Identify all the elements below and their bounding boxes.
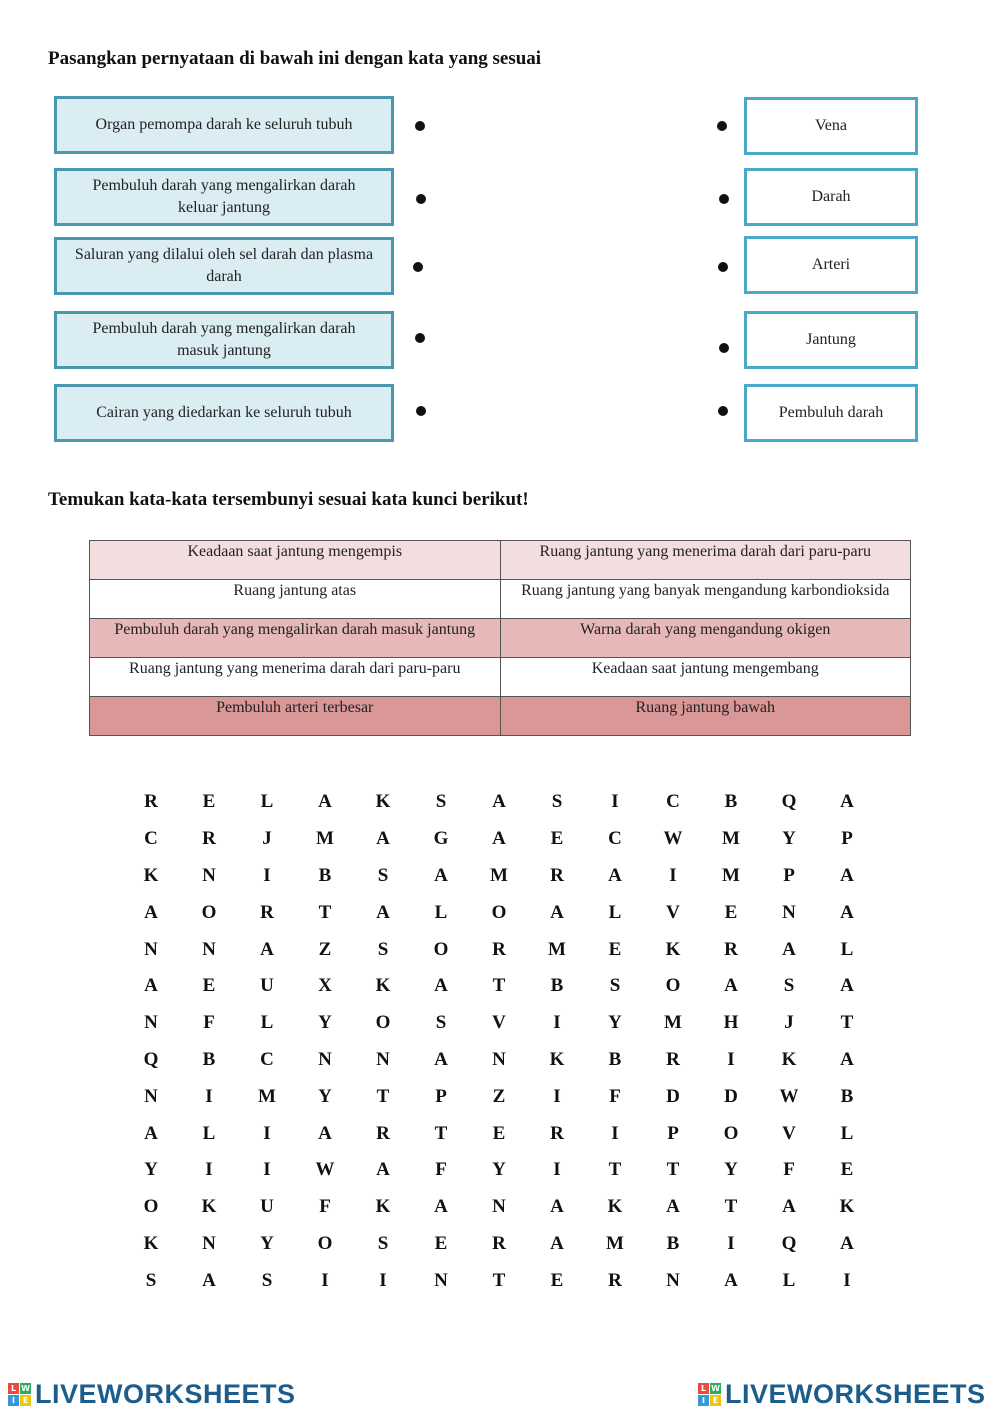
grid-letter[interactable]: I bbox=[263, 1122, 271, 1144]
statement-text: Cairan yang diedarkan ke seluruh tubuh bbox=[96, 404, 352, 421]
statement-text: Pembuluh darah yang mengalirkan darah keluar jantung bbox=[92, 177, 356, 216]
grid-letter[interactable]: C bbox=[144, 828, 158, 850]
grid-letter[interactable]: D bbox=[666, 1085, 680, 1107]
clue-cell: Ruang jantung yang banyak mengandung karbondioksida bbox=[500, 580, 911, 619]
grid-letter[interactable]: A bbox=[318, 791, 332, 813]
grid-letter[interactable]: A bbox=[550, 901, 564, 923]
grid-letter[interactable]: A bbox=[492, 791, 506, 813]
grid-letter[interactable]: A bbox=[434, 1048, 448, 1070]
grid-letter[interactable]: A bbox=[840, 1048, 854, 1070]
right-connector-dot[interactable] bbox=[718, 406, 728, 416]
clue-row bbox=[90, 541, 911, 580]
grid-letter[interactable]: I bbox=[205, 1159, 213, 1181]
grid-letter[interactable]: B bbox=[550, 975, 564, 997]
liveworksheets-logo bbox=[698, 1378, 986, 1410]
grid-letter[interactable]: K bbox=[143, 864, 159, 886]
grid-letter[interactable]: N bbox=[144, 938, 158, 960]
grid-letter[interactable]: O bbox=[201, 901, 217, 923]
grid-letter[interactable]: E bbox=[840, 1159, 854, 1181]
grid-letter[interactable]: L bbox=[840, 938, 854, 960]
grid-letter[interactable]: X bbox=[318, 975, 332, 997]
grid-letter[interactable]: I bbox=[669, 864, 677, 886]
grid-letter[interactable]: A bbox=[840, 901, 854, 923]
grid-letter[interactable]: R bbox=[376, 1122, 390, 1144]
grid-letter[interactable]: R bbox=[202, 828, 216, 850]
grid-letter[interactable]: F bbox=[783, 1159, 795, 1181]
grid-letter[interactable]: P bbox=[667, 1122, 679, 1144]
grid-letter[interactable]: G bbox=[433, 828, 449, 850]
grid-letter[interactable]: N bbox=[492, 1196, 506, 1218]
grid-letter[interactable]: T bbox=[666, 1159, 680, 1181]
grid-letter[interactable]: Y bbox=[782, 828, 796, 850]
grid-letter[interactable]: E bbox=[724, 901, 738, 923]
grid-letter[interactable]: Y bbox=[318, 1012, 332, 1034]
grid-letter[interactable]: V bbox=[782, 1122, 796, 1144]
grid-letter[interactable]: E bbox=[492, 1122, 506, 1144]
grid-letter[interactable]: H bbox=[723, 1012, 739, 1034]
grid-letter[interactable]: E bbox=[202, 975, 216, 997]
statement-box[interactable] bbox=[54, 96, 394, 154]
grid-letter[interactable]: A bbox=[376, 901, 390, 923]
grid-letter[interactable]: Q bbox=[781, 1232, 797, 1254]
grid-letter[interactable]: I bbox=[611, 791, 619, 813]
grid-letter[interactable]: T bbox=[434, 1122, 448, 1144]
grid-letter[interactable]: T bbox=[492, 975, 506, 997]
grid-letter[interactable]: T bbox=[608, 1159, 622, 1181]
grid-letter[interactable]: N bbox=[202, 864, 216, 886]
grid-letter[interactable]: N bbox=[144, 1012, 158, 1034]
grid-letter[interactable]: K bbox=[143, 1232, 159, 1254]
grid-letter[interactable]: K bbox=[781, 1048, 797, 1070]
logo-mark-icon: L W I E bbox=[698, 1383, 721, 1406]
grid-letter[interactable]: I bbox=[321, 1269, 329, 1291]
right-connector-dot[interactable] bbox=[719, 343, 729, 353]
left-connector-dot[interactable] bbox=[415, 121, 425, 131]
grid-letter[interactable]: V bbox=[492, 1012, 506, 1034]
right-connector-dot[interactable] bbox=[718, 262, 728, 272]
grid-letter[interactable]: C bbox=[608, 828, 622, 850]
grid-letter[interactable]: E bbox=[608, 938, 622, 960]
statement-box[interactable] bbox=[54, 237, 394, 295]
grid-letter[interactable]: O bbox=[143, 1196, 159, 1218]
word-search-grid bbox=[122, 784, 876, 1299]
grid-letter[interactable]: N bbox=[376, 1048, 390, 1070]
grid-letter[interactable]: Z bbox=[492, 1085, 506, 1107]
grid-letter[interactable]: O bbox=[723, 1122, 739, 1144]
grid-letter[interactable]: F bbox=[435, 1159, 447, 1181]
wordsearch-heading: Temukan kata-kata tersembunyi sesuai kata kunci berikut! bbox=[48, 489, 529, 510]
grid-letter[interactable]: N bbox=[144, 1085, 158, 1107]
grid-letter[interactable]: C bbox=[260, 1048, 274, 1070]
grid-letter[interactable]: M bbox=[258, 1085, 276, 1107]
grid-letter[interactable]: N bbox=[666, 1269, 680, 1291]
liveworksheets-logo bbox=[8, 1378, 296, 1410]
grid-letter[interactable]: P bbox=[841, 828, 853, 850]
clue-cell: Pembuluh arteri terbesar bbox=[90, 697, 501, 736]
grid-letter[interactable]: C bbox=[666, 791, 680, 813]
grid-letter[interactable]: P bbox=[435, 1085, 447, 1107]
grid-letter[interactable]: I bbox=[843, 1269, 851, 1291]
grid-letter[interactable]: M bbox=[548, 938, 566, 960]
grid-letter[interactable]: A bbox=[434, 864, 448, 886]
grid-letter[interactable]: K bbox=[839, 1196, 855, 1218]
statement-text: Saluran yang dilalui oleh sel darah dan plasma darah bbox=[74, 246, 374, 285]
grid-letter[interactable]: O bbox=[491, 901, 507, 923]
grid-letter[interactable]: T bbox=[318, 901, 332, 923]
grid-letter[interactable]: I bbox=[263, 1159, 271, 1181]
grid-letter[interactable]: L bbox=[260, 1012, 274, 1034]
grid-letter[interactable]: A bbox=[376, 1159, 390, 1181]
grid-letter[interactable]: Q bbox=[781, 791, 797, 813]
right-connector-dot[interactable] bbox=[719, 194, 729, 204]
grid-letter[interactable]: S bbox=[377, 938, 389, 960]
answer-text: Arteri bbox=[811, 256, 851, 273]
grid-letter[interactable]: A bbox=[782, 1196, 796, 1218]
grid-letter[interactable]: T bbox=[724, 1196, 738, 1218]
grid-letter[interactable]: R bbox=[666, 1048, 680, 1070]
grid-letter[interactable]: D bbox=[724, 1085, 738, 1107]
grid-letter[interactable]: B bbox=[318, 864, 332, 886]
grid-letter[interactable]: S bbox=[783, 975, 795, 997]
left-connector-dot[interactable] bbox=[416, 194, 426, 204]
grid-letter[interactable]: L bbox=[840, 1122, 854, 1144]
statement-box[interactable] bbox=[54, 168, 394, 226]
answer-box[interactable] bbox=[744, 311, 918, 369]
grid-letter[interactable]: W bbox=[779, 1085, 799, 1107]
grid-letter[interactable]: E bbox=[550, 828, 564, 850]
grid-letter[interactable]: A bbox=[144, 1122, 158, 1144]
clue-cell: Keadaan saat jantung mengempis bbox=[90, 541, 501, 580]
grid-letter[interactable]: R bbox=[492, 938, 506, 960]
grid-letter[interactable]: B bbox=[840, 1085, 854, 1107]
statement-box[interactable] bbox=[54, 311, 394, 369]
statement-text: Pembuluh darah yang mengalirkan darah masuk jantung bbox=[92, 320, 356, 359]
grid-letter[interactable]: I bbox=[727, 1232, 735, 1254]
grid-letter[interactable]: M bbox=[316, 828, 334, 850]
grid-letter[interactable]: V bbox=[666, 901, 680, 923]
answer-text: Jantung bbox=[806, 331, 856, 348]
grid-letter[interactable]: K bbox=[201, 1196, 217, 1218]
clue-cell: Ruang jantung atas bbox=[90, 580, 501, 619]
grid-letter[interactable]: S bbox=[435, 791, 447, 813]
grid-letter[interactable]: K bbox=[607, 1196, 623, 1218]
grid-letter[interactable]: L bbox=[434, 901, 448, 923]
grid-letter[interactable]: A bbox=[144, 901, 158, 923]
grid-letter[interactable]: A bbox=[434, 1196, 448, 1218]
grid-letter[interactable]: Z bbox=[318, 938, 332, 960]
grid-letter[interactable]: S bbox=[551, 791, 563, 813]
grid-letter[interactable]: F bbox=[319, 1196, 331, 1218]
clue-cell: Ruang jantung yang menerima darah dari paru-paru bbox=[500, 541, 911, 580]
grid-letter[interactable]: N bbox=[434, 1269, 448, 1291]
grid-letter[interactable]: R bbox=[144, 791, 158, 813]
left-connector-dot[interactable] bbox=[413, 262, 423, 272]
grid-letter[interactable]: A bbox=[492, 828, 506, 850]
grid-letter[interactable]: S bbox=[261, 1269, 273, 1291]
grid-letter[interactable]: I bbox=[205, 1085, 213, 1107]
clue-row bbox=[90, 697, 911, 736]
grid-letter[interactable]: B bbox=[202, 1048, 216, 1070]
grid-letter[interactable]: W bbox=[663, 828, 683, 850]
grid-letter[interactable]: A bbox=[376, 828, 390, 850]
grid-letter[interactable]: Q bbox=[143, 1048, 159, 1070]
grid-letter[interactable]: K bbox=[665, 938, 681, 960]
grid-letter[interactable]: N bbox=[492, 1048, 506, 1070]
clue-cell: Keadaan saat jantung mengembang bbox=[500, 658, 911, 697]
grid-letter[interactable]: A bbox=[260, 938, 274, 960]
grid-letter[interactable]: I bbox=[611, 1122, 619, 1144]
grid-letter[interactable]: S bbox=[435, 1012, 447, 1034]
answer-text: Pembuluh darah bbox=[778, 404, 884, 421]
grid-letter[interactable]: Y bbox=[608, 1012, 622, 1034]
clue-row bbox=[90, 580, 911, 619]
grid-letter[interactable]: L bbox=[608, 901, 622, 923]
grid-letter[interactable]: L bbox=[202, 1122, 216, 1144]
grid-letter[interactable]: N bbox=[782, 901, 796, 923]
grid-letter[interactable]: A bbox=[840, 791, 854, 813]
grid-letter[interactable]: U bbox=[260, 1196, 274, 1218]
grid-letter[interactable]: O bbox=[433, 938, 449, 960]
grid-letter[interactable]: A bbox=[550, 1196, 564, 1218]
grid-letter[interactable]: E bbox=[434, 1232, 448, 1254]
clue-cell: Ruang jantung bawah bbox=[500, 697, 911, 736]
grid-letter[interactable]: J bbox=[784, 1012, 794, 1034]
logo-text: LIVEWORKSHEETS bbox=[725, 1378, 986, 1409]
grid-letter[interactable]: N bbox=[202, 1232, 216, 1254]
grid-letter[interactable]: A bbox=[202, 1269, 216, 1291]
grid-letter[interactable]: E bbox=[550, 1269, 564, 1291]
grid-letter[interactable]: K bbox=[375, 975, 391, 997]
grid-letter[interactable]: U bbox=[260, 975, 274, 997]
grid-letter[interactable]: T bbox=[840, 1012, 854, 1034]
grid-letter[interactable]: O bbox=[317, 1232, 333, 1254]
grid-letter[interactable]: A bbox=[318, 1122, 332, 1144]
grid-letter[interactable]: I bbox=[553, 1012, 561, 1034]
grid-letter[interactable]: B bbox=[724, 791, 738, 813]
grid-letter[interactable]: A bbox=[550, 1232, 564, 1254]
grid-letter[interactable]: R bbox=[260, 901, 274, 923]
clue-cell: Ruang jantung yang menerima darah dari paru-paru bbox=[90, 658, 501, 697]
clue-cell: Pembuluh darah yang mengalirkan darah masuk jantung bbox=[90, 619, 501, 658]
grid-letter[interactable]: I bbox=[727, 1048, 735, 1070]
grid-letter[interactable]: A bbox=[144, 975, 158, 997]
grid-letter[interactable]: I bbox=[553, 1159, 561, 1181]
answer-text: Vena bbox=[815, 117, 847, 134]
grid-letter[interactable]: R bbox=[550, 1122, 564, 1144]
grid-letter[interactable]: N bbox=[202, 938, 216, 960]
grid-letter[interactable]: E bbox=[202, 791, 216, 813]
grid-letter[interactable]: A bbox=[724, 1269, 738, 1291]
grid-letter[interactable]: J bbox=[262, 828, 272, 850]
answer-box[interactable] bbox=[744, 236, 918, 294]
grid-letter[interactable]: Y bbox=[492, 1159, 506, 1181]
grid-letter[interactable]: A bbox=[782, 938, 796, 960]
grid-letter[interactable]: K bbox=[549, 1048, 565, 1070]
clue-table bbox=[89, 540, 911, 736]
grid-letter[interactable]: L bbox=[260, 791, 274, 813]
left-connector-dot[interactable] bbox=[415, 333, 425, 343]
grid-letter[interactable]: N bbox=[318, 1048, 332, 1070]
left-connector-dot[interactable] bbox=[416, 406, 426, 416]
answer-box[interactable] bbox=[744, 168, 918, 226]
answer-text: Darah bbox=[811, 188, 851, 205]
logo-mark-icon: L W I E bbox=[8, 1383, 31, 1406]
grid-letter[interactable]: R bbox=[492, 1232, 506, 1254]
grid-letter[interactable]: W bbox=[315, 1159, 335, 1181]
grid-letter[interactable]: T bbox=[492, 1269, 506, 1291]
grid-letter[interactable]: K bbox=[375, 1196, 391, 1218]
grid-letter[interactable]: B bbox=[666, 1232, 680, 1254]
grid-letter[interactable]: Y bbox=[260, 1232, 274, 1254]
right-connector-dot[interactable] bbox=[717, 121, 727, 131]
grid-letter[interactable]: A bbox=[840, 975, 854, 997]
grid-letter[interactable]: Y bbox=[144, 1159, 158, 1181]
grid-letter[interactable]: R bbox=[550, 864, 564, 886]
grid-letter[interactable]: I bbox=[263, 864, 271, 886]
grid-letter[interactable]: A bbox=[666, 1196, 680, 1218]
grid-letter[interactable]: A bbox=[840, 1232, 854, 1254]
grid-letter[interactable]: F bbox=[609, 1085, 621, 1107]
logo-text: LIVEWORKSHEETS bbox=[35, 1378, 296, 1409]
grid-letter[interactable]: O bbox=[375, 1012, 391, 1034]
grid-letter[interactable]: M bbox=[722, 864, 740, 886]
grid-letter[interactable]: M bbox=[606, 1232, 624, 1254]
grid-letter[interactable]: F bbox=[203, 1012, 215, 1034]
grid-letter[interactable]: K bbox=[375, 791, 391, 813]
grid-letter[interactable]: S bbox=[609, 975, 621, 997]
grid-letter[interactable]: M bbox=[722, 828, 740, 850]
statement-box[interactable] bbox=[54, 384, 394, 442]
clue-row bbox=[90, 658, 911, 697]
matching-heading: Pasangkan pernyataan di bawah ini dengan kata yang sesuai bbox=[48, 48, 542, 69]
grid-letter[interactable]: L bbox=[782, 1269, 796, 1291]
grid-letter[interactable]: T bbox=[376, 1085, 390, 1107]
grid-letter[interactable]: R bbox=[608, 1269, 622, 1291]
grid-letter[interactable]: A bbox=[724, 975, 738, 997]
grid-letter[interactable]: O bbox=[665, 975, 681, 997]
grid-letter[interactable]: A bbox=[608, 864, 622, 886]
grid-letter[interactable]: I bbox=[379, 1269, 387, 1291]
grid-letter[interactable]: Y bbox=[318, 1085, 332, 1107]
grid-letter[interactable]: A bbox=[434, 975, 448, 997]
grid-letter[interactable]: S bbox=[377, 864, 389, 886]
clue-row bbox=[90, 619, 911, 658]
answer-box[interactable] bbox=[744, 384, 918, 442]
answer-box[interactable] bbox=[744, 97, 918, 155]
grid-letter[interactable]: Y bbox=[724, 1159, 738, 1181]
grid-letter[interactable]: A bbox=[840, 864, 854, 886]
grid-letter[interactable]: I bbox=[553, 1085, 561, 1107]
grid-letter[interactable]: R bbox=[724, 938, 738, 960]
grid-letter[interactable]: M bbox=[490, 864, 508, 886]
grid-letter[interactable]: B bbox=[608, 1048, 622, 1070]
clue-cell: Warna darah yang mengandung okigen bbox=[500, 619, 911, 658]
grid-letter[interactable]: M bbox=[664, 1012, 682, 1034]
statement-text: Organ pemompa darah ke seluruh tubuh bbox=[95, 116, 353, 133]
grid-letter[interactable]: S bbox=[377, 1232, 389, 1254]
grid-letter[interactable]: S bbox=[145, 1269, 157, 1291]
grid-letter[interactable]: P bbox=[783, 864, 795, 886]
